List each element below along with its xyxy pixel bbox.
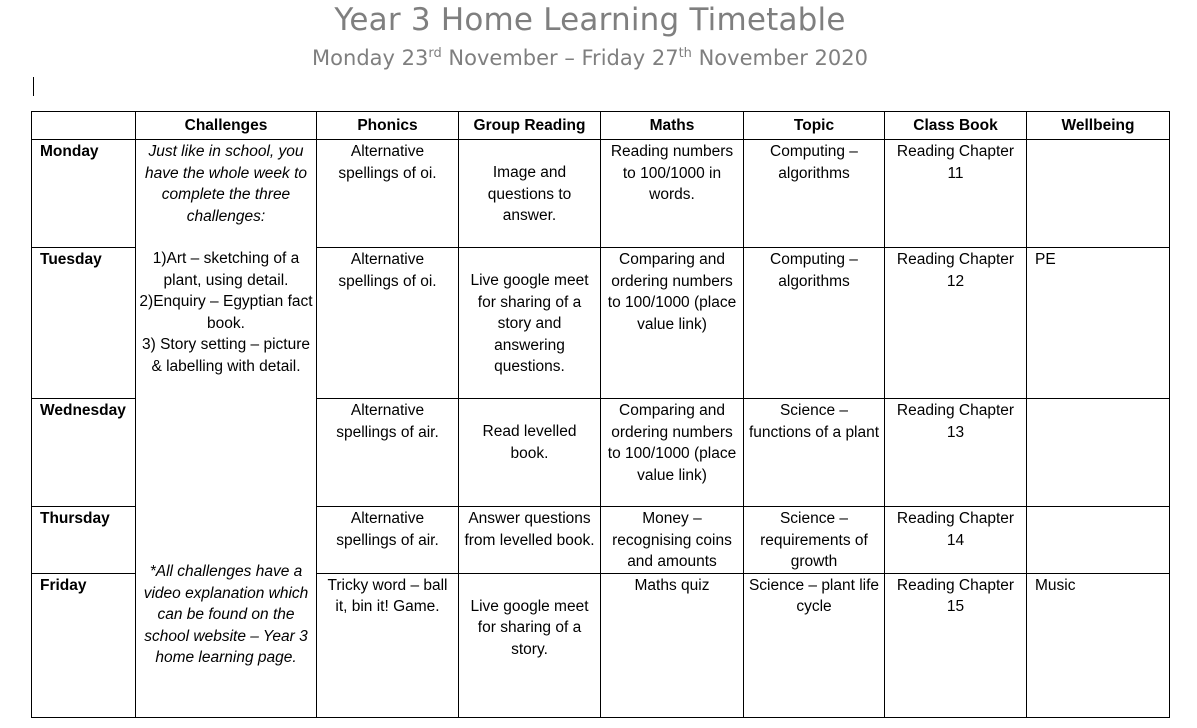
wellbeing-cell (1027, 140, 1170, 248)
header-maths: Maths (601, 112, 744, 140)
class-book-cell: Reading Chapter 15 (885, 573, 1027, 717)
header-phonics: Phonics (317, 112, 459, 140)
wellbeing-cell: Music (1027, 573, 1170, 717)
group-reading-text: Live google meet for sharing of a story and answering questions. (470, 272, 589, 375)
header-class-book: Class Book (885, 112, 1027, 140)
group-reading-text: Image and questions to answer. (487, 164, 572, 224)
challenge-item: 3) Story setting – picture & labelling with detail. (142, 336, 310, 375)
challenges-note: *All challenges have a video explanation which can be found on the school website – Year 3 home learning page. (143, 563, 309, 666)
maths-cell: Comparing and ordering numbers to 100/1000 (place value link) (601, 399, 744, 507)
phonics-cell: Alternative spellings of oi. (317, 248, 459, 399)
day-cell: Wednesday (32, 399, 136, 507)
timetable (31, 111, 1170, 718)
topic-cell: Science – functions of a plant (744, 399, 885, 507)
group-reading-cell (459, 140, 601, 248)
class-book-cell: Reading Chapter 11 (885, 140, 1027, 248)
challenge-item: 2)Enquiry – Egyptian fact book. (139, 293, 313, 332)
group-reading-text: Live google meet for sharing of a story. (470, 597, 589, 658)
header-group-reading: Group Reading (459, 112, 601, 140)
header-wellbeing: Wellbeing (1027, 112, 1170, 140)
subtitle-start: Monday 23 (312, 46, 429, 70)
header-day (32, 112, 136, 140)
phonics-cell: Alternative spellings of air. (317, 507, 459, 574)
class-book-cell: Reading Chapter 13 (885, 399, 1027, 507)
class-book-cell: Reading Chapter 14 (885, 507, 1027, 574)
maths-cell: Reading numbers to 100/1000 in words. (601, 140, 744, 248)
day-cell: Thursday (32, 507, 136, 574)
wellbeing-cell (1027, 399, 1170, 507)
challenges-intro: Just like in school, you have the whole week to complete the three challenges: (145, 143, 307, 225)
group-reading-text: Read levelled book. (482, 423, 577, 462)
class-book-cell: Reading Chapter 12 (885, 248, 1027, 399)
day-cell: Monday (32, 140, 136, 248)
page-subtitle (0, 46, 1180, 70)
subtitle-end: November 2020 (691, 46, 868, 70)
phonics-cell: Alternative spellings of oi. (317, 140, 459, 248)
day-cell: Tuesday (32, 248, 136, 399)
group-reading-cell (459, 399, 601, 507)
topic-cell: Computing – algorithms (744, 140, 885, 248)
table-row (32, 140, 1170, 248)
subtitle-middle: November – Friday 27 (441, 46, 679, 70)
wellbeing-cell: PE (1027, 248, 1170, 399)
maths-cell: Money – recognising coins and amounts (601, 507, 744, 574)
header-topic: Topic (744, 112, 885, 140)
subtitle-start-suffix: rd (428, 46, 442, 61)
maths-cell: Maths quiz (601, 573, 744, 717)
group-reading-cell: Answer questions from levelled book. (459, 507, 601, 574)
topic-cell: Science – requirements of growth (744, 507, 885, 574)
subtitle-end-suffix: th (678, 46, 692, 61)
text-cursor[interactable] (33, 77, 34, 96)
day-cell: Friday (32, 573, 136, 717)
header-row (32, 112, 1170, 140)
topic-cell: Science – plant life cycle (744, 573, 885, 717)
page-title: Year 3 Home Learning Timetable (334, 2, 846, 38)
header-challenges: Challenges (136, 112, 317, 140)
challenge-item: 1)Art – sketching of a plant, using detail. (152, 250, 300, 289)
group-reading-cell (459, 573, 601, 717)
phonics-cell: Alternative spellings of air. (317, 399, 459, 507)
topic-cell: Computing – algorithms (744, 248, 885, 399)
maths-cell: Comparing and ordering numbers to 100/1000 (place value link) (601, 248, 744, 399)
wellbeing-cell (1027, 507, 1170, 574)
challenges-cell (136, 140, 317, 718)
group-reading-cell (459, 248, 601, 399)
phonics-cell: Tricky word – ball it, bin it! Game. (317, 573, 459, 717)
